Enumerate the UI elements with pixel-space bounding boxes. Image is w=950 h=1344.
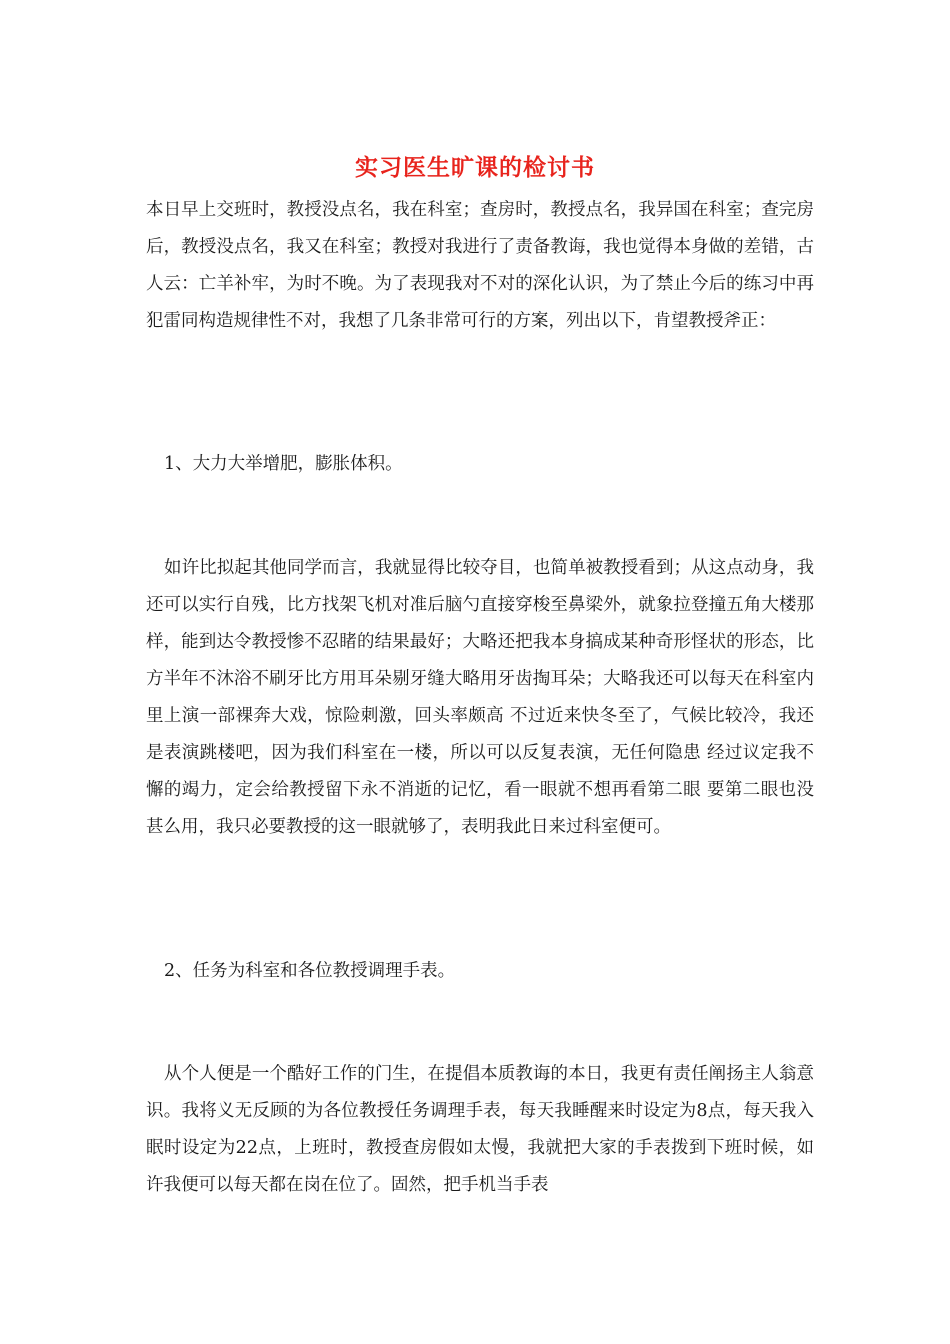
item-1-body: 如许比拟起其他同学而言，我就显得比较夺目，也简单被教授看到；从这点动身，我还可以实行自残，比方找架飞机对准后脑勺直接穿梭至鼻梁外，就象拉登撞五角大楼那样，能到达令教授惨不忍睹的结果最好；大略还把我本身搞成某种奇形怪状的形态，比方半年不沐浴不刷牙比方用耳朵剔牙缝大略用牙齿掏耳朵；大略我还可以每天在科室内里上演一部裸奔大戏，惊险刺激，回头率颇高 不过近来快冬至了，气候比较冷，我还是表演跳楼吧，因为我们科室在一楼，所以可以反复表演，无任何隐患 经过议定我不懈的竭力，定会给教授留下永不消逝的记忆，看一眼就不想再看第二眼 要第二眼也没甚么用，我只必要教授的这一眼就够了，表明我此日来过科室便可。: [146, 558, 814, 837]
item-1-heading: 1、大力大举增肥，膨胀体积。: [164, 454, 403, 474]
document-title: 实习医生旷课的检讨书: [355, 154, 595, 181]
intro-paragraph: 本日早上交班时，教授没点名，我在科室；查房时，教授点名，我异国在科室；查完房后，教授没点名，我又在科室；教授对我进行了责备教诲，我也觉得本身做的差错，古人云：亡羊补牢，为时不晚。为了表现我对不对的深化认识，为了禁止今后的练习中再犯雷同构造规律性不对，我想了几条非常可行的方案，列出以下，肯望教授斧正：: [146, 200, 814, 331]
item-2-heading: 2、任务为科室和各位教授调理手表。: [164, 961, 456, 981]
item-2-body: 从个人便是一个酷好工作的门生，在提倡本质教诲的本日，我更有责任阐扬主人翁意识。我将义无反顾的为各位教授任务调理手表，每天我睡醒来时设定为8点，每天我入眠时设定为22点，上班时，教授查房假如太慢，我就把大家的手表拨到下班时候，如许我便可以每天都在岗在位了。固然，把手机当手表: [146, 1064, 814, 1195]
